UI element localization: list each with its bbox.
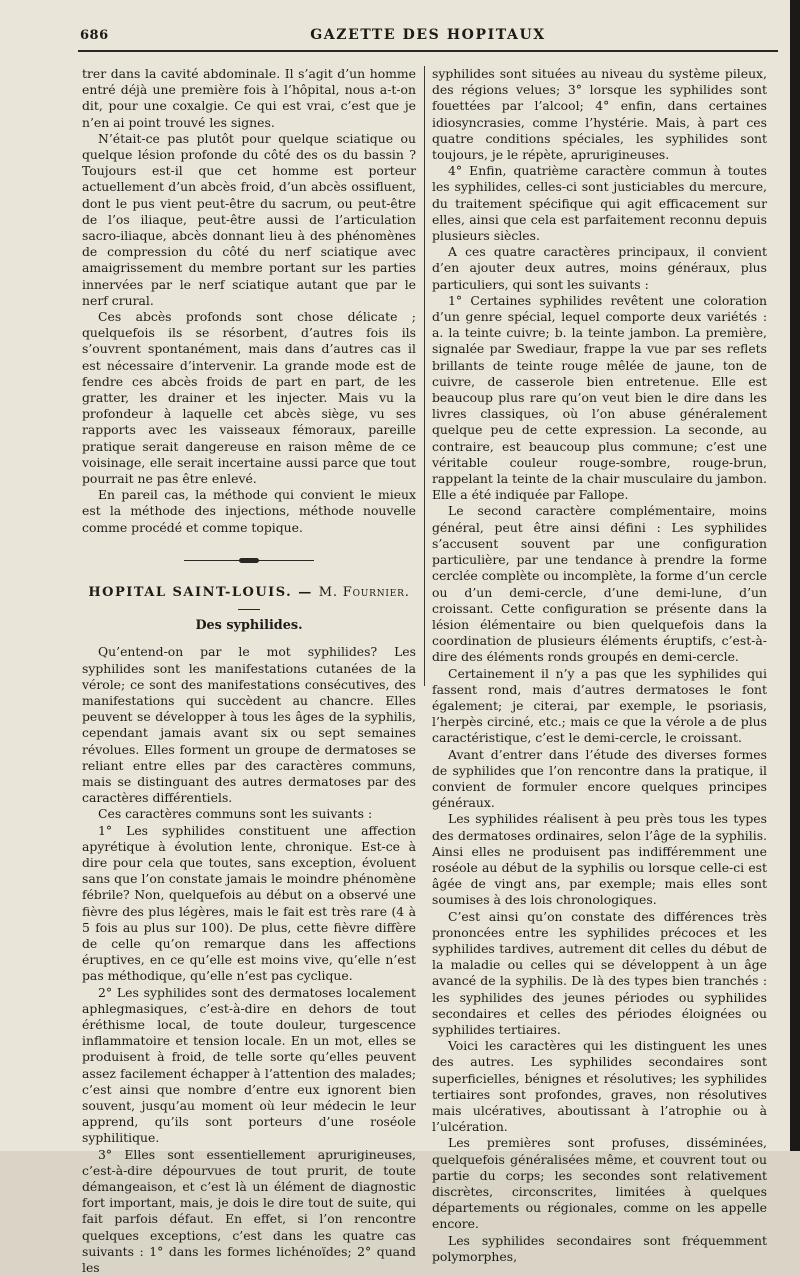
column-divider <box>424 66 425 686</box>
section-separator <box>184 558 314 563</box>
left-column <box>82 66 416 1276</box>
paragraph: 4° Enfin, quatrième caractère commun à toutes les syphilides, celles-ci sont justiciables du mercure, du traitement spécifique qui agit efficacement sur elles, ainsi que cela est parfaitement reconnu depuis plusieurs siècles. <box>432 163 767 244</box>
paragraph: N’était-ce pas plutôt pour quelque sciatique ou quelque lésion profonde du côté des os du bassin ? Toujours est-il que cet homme est porteur actuellement d’un abcès froid, d’un abcès ossifluent, dont le pus vient peut-être du sacrum, ou peut-être de l’os iliaque, peut-être aussi de l’articulation sacro-iliaque, abcès donnant lieu à des phénomènes de compression du côté du nerf sciatique avec amaigrissement du membre portant sur les parties innervées par le nerf sciatique autant que par le nerf crural. <box>82 130 416 308</box>
paragraph: 1° Certaines syphilides revêtent une coloration d’un genre spécial, lequel comporte deux variétés : a. la teinte cuivre; b. la teinte jambon. La première, signalée par Swediaur, frappe la vue par ses reflets brillants de teinte rouge mêlée de jaune, ton de cuivre, de casserole bien entretenue. Elle est beaucoup plus rare qu’on veut bien le dire dans les livres classiques, où l’on abuse généralement quelque peu de cette expression. La seconde, au contraire, est beaucoup plus commune; c’est une véritable couleur rouge-sombre, rouge-brun, rappelant la teinte de la chair musculaire du jambon. Elle a été indiquée par Fallope. <box>432 292 767 503</box>
paragraph: Les syphilides secondaires sont fréquemment polymorphes, <box>432 1232 767 1264</box>
paragraph: Ces abcès profonds sont chose délicate ; quelquefois ils se résorbent, d’autres fois ils s’ouvrent spontanément, mais dans d’autres cas il est nécessaire d’intervenir. La grande mode est de fendre ces abcès froids de part en part, de les gratter, les drainer et les injecter. Mais vu la profondeur à laquelle cet abcès siège, vu ses rapports avec les vaisseaux fémoraux, pareille pratique serait dangereuse en raison même de ce voisinage, elle serait incertaine aussi parce que tout pourrait ne pas être enlevé. <box>82 309 416 487</box>
paragraph: 1° Les syphilides constituent une affection apyrétique à évolution lente, chronique. Est-ce à dire pour cela que toutes, sans exception, évoluent sans que l’on constate jamais le moindre phénomène fébrile? Non, quelquefois au début on a observé une fièvre des plus légères, mais le fait est très rare (4 à 5 fois au plus sur 100). De plus, cette fièvre diffère de celle qu’on remarque dans les affections éruptives, en ce qu’elle est moins vive, qu’elle n’est pas méthodique, qu’elle n’est pas cyclique. <box>82 822 416 984</box>
paragraph: 3° Elles sont essentiellement aprurigineuses, c’est-à-dire dépourvues de tout prurit, de toute démangeaison, et c’est là un élément de diagnostic fort important, mais, je dois le dire tout de suite, qui fait parfois défaut. En effet, si l’on rencontre quelques exceptions, c’est dans les quatre cas suivants : 1° dans les formes lichénoïdes; 2° quand les <box>82 1146 416 1276</box>
paragraph: Le second caractère complémentaire, moins général, peut être ainsi défini : Les syphilides s’accusent souvent par une configuration particulière, par une tendance à prendre la forme cerclée complète ou incomplète, la forme d’un cercle ou d’un demi-cercle, d’une demi-lune, d’un croissant. Cette configuration se présente dans la lésion élémentaire ou bien quelquefois dans la coordination de plusieurs éléments éruptifs, c’est-à-dire des éléments ronds groupés en demi-cercle. <box>432 503 767 665</box>
paragraph: En pareil cas, la méthode qui convient le mieux est la méthode des injections, méthode nouvelle comme procédé et comme topique. <box>82 487 416 535</box>
section-hospital: HOPITAL SAINT-LOUIS. — <box>88 584 313 600</box>
title-rule <box>238 609 260 610</box>
page-header <box>78 24 778 52</box>
paragraph: trer dans la cavité abdominale. Il s’agit d’un homme entré déjà une première fois à l’hôpital, nous a-t-on dit, pour une coxalgie. Ce qui est vrai, c’est que je n’en ai point trouvé les signes. <box>82 66 416 130</box>
section-title <box>82 585 416 601</box>
section-author: M. Fournier. <box>318 584 410 600</box>
paragraph: Certainement il n’y a pas que les syphilides qui fassent rond, mais d’autres dermatoses le font également; je citerai, par exemple, le psoriasis, l’herpès circiné, etc.; mais ce que la vérole a de plus caractéristique, c’est le demi-cercle, le croissant. <box>432 665 767 746</box>
paragraph: Les premières sont profuses, disséminées, quelquefois généralisées même, et couvrent tout ou partie du corps; les secondes sont relativement discrètes, circonscrites, limitées à quelques départements ou régionales, comme on les appelle encore. <box>432 1135 767 1232</box>
journal-title: GAZETTE DES HOPITAUX <box>310 27 546 43</box>
paragraph: Voici les caractères qui les distinguent les unes des autres. Les syphilides secondaires sont superficielles, bénignes et résolutives; les syphilides tertiaires sont profondes, graves, non résolutives mais ulcératives, aboutissant à l’atrophie ou à l’ulcération. <box>432 1038 767 1135</box>
paragraph: syphilides sont situées au niveau du système pileux, des régions velues; 3° lorsque les syphilides sont fouettées par l’alcool; 4° enfin, dans certaines idiosyncrasies, comme l’hystérie. Mais, à part ces quatre conditions spéciales, les syphilides sont toujours, je le répète, aprurigineuses. <box>432 66 767 163</box>
page-number: 686 <box>80 28 109 43</box>
paragraph: C’est ainsi qu’on constate des différences très prononcées entre les syphilides précoces et les syphilides tardives, autrement dit celles du début de la maladie ou celles qui se développent à un âge avancé de la syphilis. De là des types bien tranchés : les syphilides des jeunes périodes ou syphilides secondaires et celles des périodes éloignées ou syphilides tertiaires. <box>432 908 767 1037</box>
paragraph: Avant d’entrer dans l’étude des diverses formes de syphilides que l’on rencontre dans la pratique, il convient de formuler encore quelques principes généraux. <box>432 746 767 811</box>
right-column <box>432 66 767 1265</box>
paragraph: Ces caractères communs sont les suivants : <box>98 806 373 822</box>
paragraph: Qu’entend-on par le mot syphilides? Les syphilides sont les manifestations cutanées de la vérole; ce sont des manifestations consécutives, des manifestations qui succèdent au chancre. Elles peuvent se développer à tous les âges de la syphilis, cependant jamais avant six ou sept semaines révolues. Elles forment un groupe de dermatoses se reliant entre elles par des caractères communs, mais se distinguant des autres dermatoses par des caractères différentiels. <box>82 644 416 806</box>
article-subtitle: Des syphilides. <box>195 618 303 634</box>
paragraph: 2° Les syphilides sont des dermatoses localement aphlegmasiques, c’est-à-dire en dehors de tout éréthisme local, de toute douleur, turgescence inflammatoire et tension locale. En un mot, elles se produisent à froid, de telle sorte qu’elles peuvent assez facilement échapper à l’attention des malades; c’est ainsi que nombre d’entre eux ignorent bien souvent, jusqu’au moment où leur médecin le leur apprend, qu’ils sont porteurs d’une roséole syphilitique. <box>82 984 416 1146</box>
paragraph: Les syphilides réalisent à peu près tous les types des dermatoses ordinaires, selon l’âge de la syphilis. Ainsi elles ne produisent pas indifféremment une roséole au début de la syphilis ou lorsque celle-ci est âgée de vingt ans, par exemple; mais elles sont soumises à des lois chronologiques. <box>432 811 767 908</box>
paragraph: A ces quatre caractères principaux, il convient d’en ajouter deux autres, moins généraux, plus particuliers, qui sont les suivants : <box>432 244 767 292</box>
